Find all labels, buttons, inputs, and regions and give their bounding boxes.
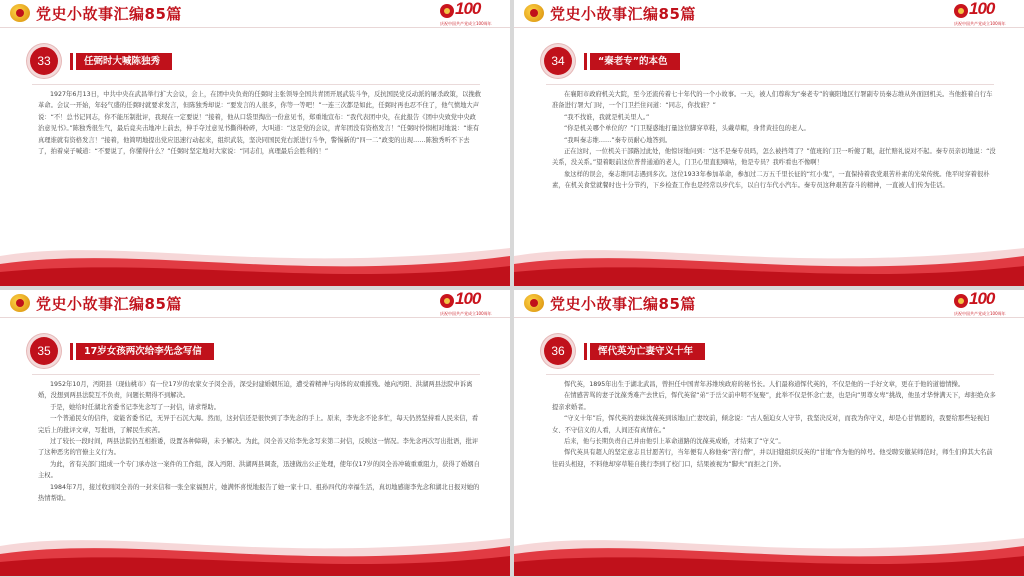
party-flag-icon [954,294,968,308]
story-title-banner: “秦老专”的本色 [590,53,680,70]
story-number-badge: 34 [544,47,572,75]
party-flag-icon [954,4,968,18]
story-paragraph: 象这样的误会，秦志维同志遇到多次。这位1933年参加革命，参加过二万五千里长征的“红小鬼”，一直保持着我党艰苦朴素的光荣传统。他平时穿着很朴素，在机关食堂就餐时也十分节约，下乡检查工作也是经常以步代车，以自行车代小汽车。秦专员这种艰苦奋斗的精神，一直被人们传为佳话。 [552,170,990,190]
story-paragraph: 一个普通民女的信件，竟能省委书记，无异于石沉大海。然而，这封信还是很快到了李先念的手上。原来，李先念不论多忙，每天仍然坚持看人民来信，看完后上的批评文章，写批语，了解民生疾苦。 [38,415,479,434]
slide-header [0,0,510,26]
story-paragraph: “我不找谁，我就是机关里人。” [564,113,650,121]
story-body [38,379,482,504]
story-paragraph: 恽代英具有超人的坚定意志且甘愿苦行，当年便有人称他秦“苦行僧”，并以旧缝组织反英的“甘地”作为他的绰号。他受聘安徽某师范时，师生们仰其大名前往码头相迎，不料他却穿草鞋自挑行李到了校门口，结果被视为“脚夫”而拒之门外。 [552,449,993,468]
story-paragraph: 恽代英，1895年出生于湖北武昌，曾担任中国青年苏维埃政府的秘书长。人们最称道恽代英的，不仅是他的一手好文章，更在于他的道德情操。 [564,381,965,388]
slide-2[interactable] [514,0,1024,286]
slide-1[interactable] [0,0,510,286]
slide-title: 党史小故事汇编85篇 [36,295,182,313]
red-wave-decoration [514,516,1024,576]
anniversary-caption: 庆祝中国共产党成立100周年 [440,21,492,26]
red-wave-decoration [0,226,510,286]
story-paragraph: 1927年6月13日，中共中央在武昌举行扩大会议，会上，在团中央负责的任弼时主张领导全国共青团开展武装斗争，反抗国民党反动派的屠杀政策，以挽救革命。会议一开始，年轻气盛的任弼时就要求发言，但陈独秀却说：“要发言的人很多，你等一等吧！”一连三次都是如此，任弼时再也忍不住了，他气愤地大声说：“不！总书记同志，你不能压制批评，我现在一定要说！”接着，他从口袋里掏出一份意见书，郑重地宣布：“我代表团中央，在此报告《团中央致党中央政治意见书》。”陈独秀很生气，最后竟夹击地冲上前去，伸手夺过意见书撕得粉碎，大叫道：“这是党的会议，青年团没有资格发言！”任弼时怜悯相对地说：“谁有真理谁就有资格发言！”接着，他简明地提出党应迅速行动起来，组织武装，坚决同国民党右派进行斗争，警惕新的“四一二”政变的出现……陈独秀听不下去了，拍着桌子喊道：“不要说了，你懂得什么？”任弼时坚定地对大家说：“同志们，真理最后会胜利的！” [38,91,482,156]
story-body [38,89,482,157]
story-paragraph: “我叫秦志维……”秦专员耐心地答到。 [564,136,672,144]
slide-title: 党史小故事汇编85篇 [550,295,696,313]
anniversary-caption: 庆祝中国共产党成立100周年 [440,311,492,316]
story-paragraph: 为此，省有关部门组成一个专门承办这一案件的工作组，深入沔阳、洪湖两县调查，迅速做出公正处理，使年仅17岁的闵全善冲破重重阻力，获得了婚姻自主权。 [38,460,480,480]
party-emblem-icon [10,4,30,22]
story-paragraph: “你是机关哪个单位的？”门卫疑惑地打量这位脚穿草鞋，头戴草帽，身背黄挂包的老人。 [564,125,810,133]
story-number-badge: 36 [544,337,572,365]
anniversary-logo [954,1,1012,27]
story-title-banner: 17岁女孩两次给李先念写信 [76,343,214,360]
story-paragraph: “守义十年”后，恽代英的妻妹沈葆英到该地山亡妻坟前，倾念说：“古人强迫女人守节，我坚决反对，而我为你守义，却是心甘情愿的，我要给那些轻视妇女、不守信义的人看，人间还有真情在。” [552,415,990,434]
story-paragraph: 于是，她给时任湖北省委书记李先念写了一封信，请求帮助。 [50,403,221,411]
slide-title: 党史小故事汇编85篇 [36,5,182,23]
story-paragraph: 后来，他与长期负责自己并由他引上革命道路的沈葆英成婚，才结束了“守义”。 [564,438,785,446]
story-title-banner: 任弼时大喊陈独秀 [76,53,172,70]
story-paragraph: 在襄阳市政府机关大院，至今还流传着七十年代的一个小故事。一天，被人们尊称为“秦老专”的襄阳地区行署副专员秦志维从外面回机关。当他推着自行车准备进行署大门时，一个门卫拦住问道：“同志，你找谁？” [552,91,993,110]
content-divider [32,84,480,85]
story-paragraph: 1952年10月，沔阳县（现仙桃市）有一位17岁的农家女子闵全善，深受封建婚姻压迫，遭受着精神与肉体的双重摧残。她向沔阳、洪湖两县法院申诉离婚，没想到两县法院互不负责，问题长期得不到解决。 [38,381,473,400]
story-paragraph: 1984年7月，接过收到闵全善的一封来信和一张全家福照片，她满怀喜悦地报告了她一家十口、祖孙四代的幸福生活，真切地感谢李先念和湖北日报对她的热情帮助。 [38,483,480,503]
slide-header [514,0,1024,26]
red-wave-decoration [0,516,510,576]
slide-header [514,290,1024,316]
story-number-badge: 33 [30,47,58,75]
story-paragraph: 正在这时，一位机关干部路过此处，他惊讶地问到：“这不是秦专员吗，怎么被挡驾了？”值班的门卫一听傻了眼，赶忙赔礼说对不起。秦专员亲切地说：“没关系，没关系。”望着眼前这位普普通通的老人，门卫心里直犯嘀咕，他是专员？我咋看也不像啊！ [552,148,996,167]
story-title-banner: 恽代英为亡妻守义十年 [590,343,705,360]
slide-title: 党史小故事汇编85篇 [550,5,696,23]
slide-header [0,290,510,316]
anniversary-caption: 庆祝中国共产党成立100周年 [954,311,1006,316]
anniversary-number: 100 [969,0,995,18]
red-wave-decoration [514,226,1024,286]
anniversary-caption: 庆祝中国共产党成立100周年 [954,21,1006,26]
header-divider [514,27,1024,28]
anniversary-number: 100 [455,0,481,18]
anniversary-number: 100 [969,290,995,308]
header-divider [0,27,510,28]
anniversary-number: 100 [455,290,481,308]
anniversary-logo [440,291,498,317]
content-divider [32,374,480,375]
anniversary-logo [954,291,1012,317]
party-emblem-icon [524,4,544,22]
content-divider [546,374,994,375]
slide-4[interactable] [514,290,1024,576]
party-flag-icon [440,294,454,308]
party-emblem-icon [524,294,544,312]
party-flag-icon [440,4,454,18]
content-divider [546,84,994,85]
party-emblem-icon [10,294,30,312]
story-body [552,89,996,192]
story-paragraph: 过了较长一段时间，两县法院仍互相推诿，设置各种障碍，未予解决。为此，闵全善又给李先念写来第二封信，反映这一情况。李先念再次写出批语，批评了这种恶劣的官僚主义行为。 [38,438,479,457]
slide-3[interactable] [0,290,510,576]
story-body [552,379,996,470]
story-paragraph: 在情感苦骂的妻子沈葆秀难产去世后，恽代英留“弟”于岳父前申明不复娶”，此举不仅是怀念亡妻，也是向“男尊女卑”挑战，他虽才华誉满天下，却拒绝众多提亲求婚者。 [552,392,996,411]
anniversary-logo [440,1,498,27]
story-number-badge: 35 [30,337,58,365]
header-divider [514,317,1024,318]
header-divider [0,317,510,318]
